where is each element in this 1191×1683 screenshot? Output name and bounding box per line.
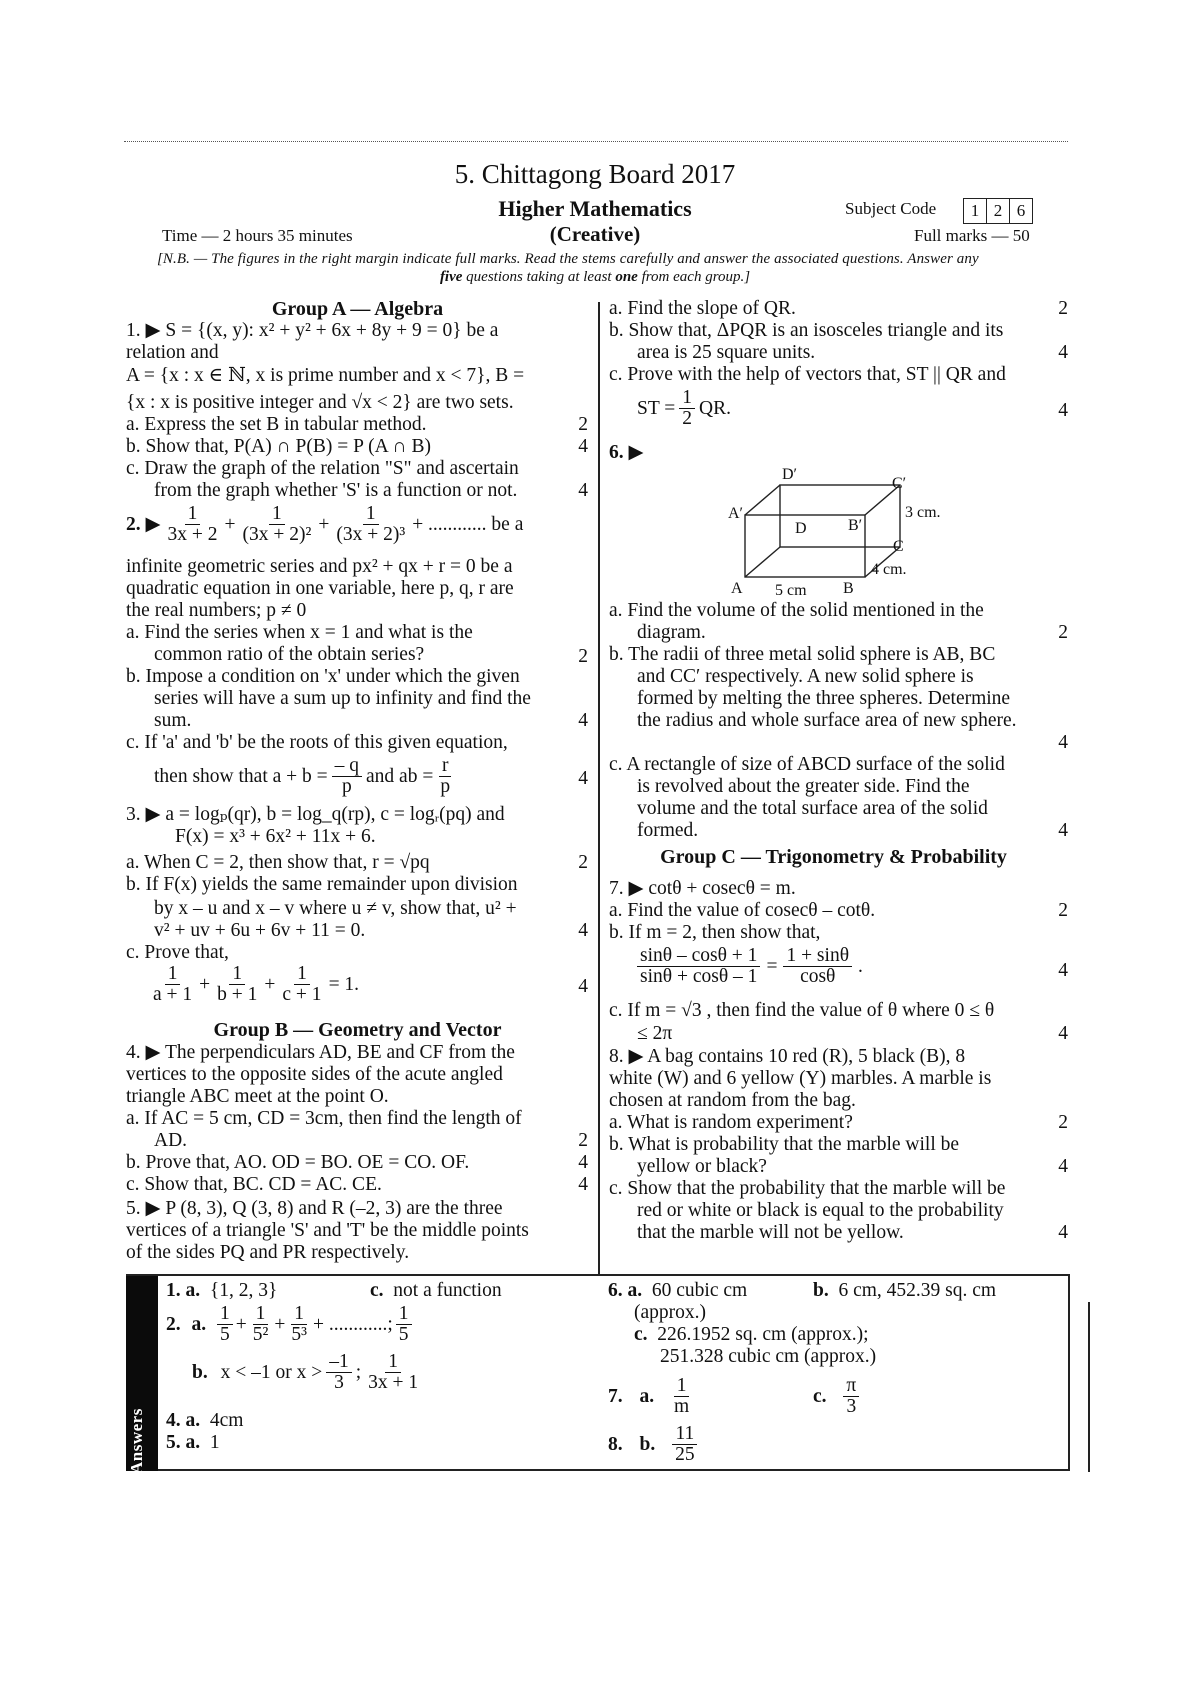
answer-row: c. 226.1952 sq. cm (approx.); xyxy=(634,1324,869,1345)
mark: 4 xyxy=(1058,1023,1068,1044)
q2-part-a: a. Find the series when x = 1 and what is the xyxy=(126,622,473,643)
q7-part-a: a. Find the value of cosecθ – cotθ. xyxy=(609,900,876,921)
series-tail: + ............ be a xyxy=(412,513,524,535)
answer-row: 7. a. $\frac{1}{m}$ xyxy=(608,1376,692,1417)
answer-row: (approx.) xyxy=(634,1302,707,1323)
vertex-label: A xyxy=(731,580,743,597)
subject-code-digit: 6 xyxy=(1016,201,1026,220)
q3-part-b: v² + uv + 6u + 6v + 11 = 0. xyxy=(154,920,366,941)
subject-code-digit: 1 xyxy=(964,199,987,223)
mark: 4 xyxy=(1058,1156,1068,1177)
q7-part-b: $\frac{\sin\theta - \cos\theta + 1}{\sin\theta + \cos\theta - 1}$ = $\frac{1 + \sin\theta}{\cos\theta}$ . xyxy=(637,946,863,987)
q5-stem: vertices of a triangle 'S' and 'T' be the middle points xyxy=(126,1220,529,1241)
mark: 2 xyxy=(578,852,588,873)
q5-part-b: area is 25 square units. xyxy=(637,342,816,363)
q1-stem: A = {x : x ∈ ℕ, x is prime number and x < 7}, B = xyxy=(126,365,525,386)
q2-part-b: sum. xyxy=(154,710,192,731)
mark: 2 xyxy=(578,1130,588,1151)
answers-right-border xyxy=(1068,1274,1070,1471)
q5-part-c: ST = $\frac{1}{2}$ QR. xyxy=(637,387,731,429)
subject-code-box xyxy=(963,198,1033,224)
q2-part-c: then show that a + b = $\frac{- q}{p}$ and ab = $\frac{r}{p}$ xyxy=(154,756,453,797)
answer-row: b. x < –1 or x > $\frac{-1}{3}$ ; $\frac{1}{3x + 1}$ xyxy=(192,1352,421,1393)
answer-row: 1. a. {1, 2, 3} xyxy=(166,1280,278,1301)
cuboid-figure xyxy=(720,470,940,598)
vertex-label: B xyxy=(843,580,854,597)
nb-five: five xyxy=(439,269,463,285)
vertex-label: D′ xyxy=(782,466,798,483)
fraction: $\frac{1}{5}$ xyxy=(396,1304,412,1345)
answer-row: c. not a function xyxy=(370,1280,502,1301)
fraction: $\frac{1}{c + 1}$ xyxy=(282,963,322,1005)
time-label: Time — 2 hours 35 minutes xyxy=(162,226,353,245)
series-term: $\frac{1}{3x + 2}$ xyxy=(167,503,218,545)
answer-row: 5. a. 1 xyxy=(166,1432,220,1453)
q6-label: 6. ▶ xyxy=(609,442,644,463)
answer-row: c. $\frac{\pi}{3}$ xyxy=(813,1376,859,1417)
fraction: $\frac{1 + \sin\theta}{\cos\theta}$ xyxy=(783,946,852,987)
q8-part-b: yellow or black? xyxy=(637,1156,767,1177)
mark: 2 xyxy=(1058,900,1068,921)
nb-text: questions taking at least xyxy=(462,269,616,285)
q2-part-a: common ratio of the obtain series? xyxy=(154,644,425,665)
vertex-label: B′ xyxy=(848,517,863,534)
mark: 4 xyxy=(578,920,588,941)
q4-part-c: c. Show that, BC. CD = AC. CE. xyxy=(126,1174,382,1195)
fraction: $\frac{\pi}{3}$ xyxy=(843,1376,859,1417)
q6-part-a: a. Find the volume of the solid mentioned in the xyxy=(609,600,984,621)
q1-part-c: from the graph whether 'S' is a function or not. xyxy=(154,480,518,501)
answers-top-border xyxy=(126,1274,1070,1276)
answer-row: 8. b. $\frac{11}{25}$ xyxy=(608,1424,698,1465)
nb-one: one xyxy=(615,269,638,285)
q7-part-b: b. If m = 2, then show that, xyxy=(609,922,821,943)
q1-stem: 1. ▶ S = {(x, y): x² + y² + 6x + 8y + 9 = 0} be a xyxy=(126,320,499,341)
q3-part-b: by x – u and x – v where u ≠ v, show that, u² + xyxy=(154,898,517,919)
q3-stem: F(x) = x³ + 6x² + 11x + 6. xyxy=(175,826,376,847)
q4-stem: vertices to the opposite sides of the acute angled xyxy=(126,1064,503,1085)
series-term: $\frac{1}{\text{(3x + 2)²}}$ xyxy=(242,503,312,545)
subject-code-digit: 2 xyxy=(987,199,1010,223)
fraction: $\frac{1}{\text{5³}}$ xyxy=(291,1303,307,1345)
mark: 4 xyxy=(578,480,588,501)
mark: 4 xyxy=(578,976,588,997)
fraction: $\frac{11}{25}$ xyxy=(672,1424,698,1465)
full-marks: Full marks — 50 xyxy=(914,226,1030,245)
length-label: 5 cm xyxy=(775,582,807,599)
q4-part-a: a. If AC = 5 cm, CD = 3cm, then find the length of xyxy=(126,1108,522,1129)
nb-text: from each group.] xyxy=(637,269,751,285)
q8-part-b: b. What is probability that the marble will be xyxy=(609,1134,960,1155)
q8-stem: chosen at random from the bag. xyxy=(609,1090,856,1111)
mark: 4 xyxy=(578,768,588,789)
q3-part-c: c. Prove that, xyxy=(126,942,229,963)
nb-line-2 xyxy=(395,268,795,286)
q4-stem: triangle ABC meet at the point O. xyxy=(126,1086,389,1107)
q2-part-c: c. If 'a' and 'b' be the roots of this given equation, xyxy=(126,732,508,753)
q8-part-a: a. What is random experiment? xyxy=(609,1112,853,1133)
q5-part-b: b. Show that, ΔPQR is an isosceles triangle and its xyxy=(609,320,1004,341)
group-a-heading: Group A — Algebra xyxy=(271,298,444,320)
fraction: $\frac{-1}{3}$ xyxy=(326,1352,352,1393)
mark: 4 xyxy=(1058,1222,1068,1243)
fraction: $\frac{\sin\theta - \cos\theta + 1}{\sin\theta + \cos\theta - 1}$ xyxy=(637,946,760,987)
mark: 2 xyxy=(578,414,588,435)
mark: 2 xyxy=(1058,1112,1068,1133)
answer-row: 2. a. $\frac{1}{5}$ + $\frac{1}{\text{5²}}$ + $\frac{1}{\text{5³}}$ + ............; $\frac{1}{5}$ xyxy=(166,1304,412,1345)
mark: 4 xyxy=(578,1174,588,1195)
mark: 4 xyxy=(578,1152,588,1173)
q5-stem: of the sides PQ and PR respectively. xyxy=(126,1242,410,1263)
answer-row: b. 6 cm, 452.39 sq. cm xyxy=(813,1280,997,1301)
fraction: $\frac{1}{b + 1}$ xyxy=(217,963,258,1005)
mark: 2 xyxy=(1058,622,1068,643)
q3-part-a: a. When C = 2, then show that, r = √pq xyxy=(126,852,430,873)
q6-part-c: volume and the total surface area of the solid xyxy=(637,798,988,819)
q6-part-b: and CC′ respectively. A new solid sphere is xyxy=(637,666,974,687)
mark: 4 xyxy=(578,710,588,731)
mark: 4 xyxy=(1058,400,1068,421)
q7-stem: 7. ▶ cotθ + cosecθ = m. xyxy=(609,878,796,899)
answer-row: 251.328 cubic cm (approx.) xyxy=(660,1346,877,1367)
answers-label: Answers xyxy=(127,1408,146,1474)
vertex-label: C′ xyxy=(892,475,907,492)
q1-stem: {x : x is positive integer and √x < 2} are two sets. xyxy=(126,392,514,413)
mark: 4 xyxy=(1058,732,1068,753)
mark: 4 xyxy=(1058,960,1068,981)
fraction: $\frac{1}{5}$ xyxy=(217,1304,233,1345)
answers-bottom-border xyxy=(126,1469,1070,1471)
answers-outer-right-rule xyxy=(1088,1302,1090,1472)
answer-row: 4. a. 4cm xyxy=(166,1410,244,1431)
q7-part-c: ≤ 2π xyxy=(637,1023,673,1044)
answer-row: 6. a. 60 cubic cm xyxy=(608,1280,748,1301)
paper-type: (Creative) xyxy=(549,222,641,246)
fraction: $\frac{1}{m}$ xyxy=(674,1375,690,1417)
q1-part-b: b. Show that, P(A) ∩ P(B) = P (A ∩ B) xyxy=(126,436,431,457)
fraction: $\frac{- q}{p}$ xyxy=(332,756,362,797)
q6-part-b: b. The radii of three metal solid sphere is AB, BC xyxy=(609,644,996,665)
q5-part-c: c. Prove with the help of vectors that, ST || QR and xyxy=(609,364,1006,385)
subject-code-label: Subject Code xyxy=(845,199,937,218)
q8-stem: 8. ▶ A bag contains 10 red (R), 5 black (B), 8 xyxy=(609,1046,966,1067)
q4-stem: 4. ▶ The perpendiculars AD, BE and CF from the xyxy=(126,1042,515,1063)
length-label: 4 cm. xyxy=(871,561,907,578)
q4-part-a: AD. xyxy=(154,1130,188,1151)
q8-part-c: that the marble will not be yellow. xyxy=(637,1222,904,1243)
q2-stem: the real numbers; p ≠ 0 xyxy=(126,600,307,621)
mark: 2 xyxy=(1058,298,1068,319)
length-label: 3 cm. xyxy=(905,504,941,521)
q6-part-c: is revolved about the greater side. Find the xyxy=(637,776,970,797)
q7-part-c: c. If m = √3 , then find the value of θ where 0 ≤ θ xyxy=(609,1000,995,1021)
q4-part-b: b. Prove that, AO. OD = BO. OE = CO. OF. xyxy=(126,1152,470,1173)
group-c-heading: Group C — Trigonometry & Probability xyxy=(660,846,1007,868)
page-title: 5. Chittagong Board 2017 xyxy=(454,159,736,189)
q2-part-b: b. Impose a condition on 'x' under which the given xyxy=(126,666,520,687)
q6-part-a: diagram. xyxy=(637,622,706,643)
q1-stem: relation and xyxy=(126,342,219,363)
column-divider xyxy=(598,302,600,1274)
q1-part-a: a. Express the set B in tabular method. xyxy=(126,414,427,435)
fraction: $\frac{1}{\text{5²}}$ xyxy=(252,1303,269,1345)
fraction: $\frac{1}{a + 1}$ xyxy=(153,963,193,1005)
mark: 4 xyxy=(1058,342,1068,363)
nb-line-1: [N.B. — The figures in the right margin indicate full marks. Read the stems carefully and answer the associated questions. Answer any xyxy=(157,251,979,267)
q3-stem: 3. ▶ a = logₚ(qr), b = log_q(rp), c = logᵣ(pq) and xyxy=(126,804,505,825)
q1-part-c: c. Draw the graph of the relation "S" and ascertain xyxy=(126,458,519,479)
q6-part-b: the radius and whole surface area of new sphere. xyxy=(637,710,1017,731)
mark: 4 xyxy=(578,436,588,457)
fraction: $\frac{1}{3x + 1}$ xyxy=(368,1351,419,1393)
fraction: $\frac{r}{p}$ xyxy=(440,755,451,797)
mark: 4 xyxy=(1058,820,1068,841)
q6-part-b: formed by melting the three spheres. Determine xyxy=(637,688,1011,709)
vertex-label: C xyxy=(893,538,904,555)
q8-stem: white (W) and 6 yellow (Y) marbles. A marble is xyxy=(609,1068,992,1089)
q2-series: 2. ▶ $\frac{1}{3x + 2}$ + $\frac{1}{\text{(3x + 2)²}}$ + $\frac{1}{\text{(3x + 2)³}}$ + ............ be a xyxy=(126,503,524,545)
q2-stem: infinite geometric series and px² + qx + r = 0 be a xyxy=(126,556,513,577)
fraction: $\frac{1}{2}$ xyxy=(679,388,695,429)
subject-title: Higher Mathematics xyxy=(498,196,692,221)
mark: 2 xyxy=(578,646,588,667)
q5-stem: 5. ▶ P (8, 3), Q (3, 8) and R (–2, 3) are the three xyxy=(126,1198,503,1219)
q2-label: 2. ▶ xyxy=(126,513,161,535)
vertex-label: A′ xyxy=(728,505,744,522)
q3-part-b: b. If F(x) yields the same remainder upon division xyxy=(126,874,518,895)
q8-part-c: red or white or black is equal to the probability xyxy=(637,1200,1004,1221)
series-term: $\frac{1}{\text{(3x + 2)³}}$ xyxy=(336,503,406,545)
q3-part-c: $\frac{1}{a + 1}$ + $\frac{1}{b + 1}$ + $\frac{1}{c + 1}$ = 1. xyxy=(150,964,359,1005)
q5-part-a: a. Find the slope of QR. xyxy=(609,298,796,319)
q2-stem: quadratic equation in one variable, here p, q, r are xyxy=(126,578,514,599)
q6-part-c: c. A rectangle of size of ABCD surface of the solid xyxy=(609,754,1005,775)
q6-part-c: formed. xyxy=(637,820,699,841)
vertex-label: D xyxy=(795,520,807,537)
q2-part-b: series will have a sum up to infinity and find the xyxy=(154,688,531,709)
answers-label-bar xyxy=(126,1276,158,1474)
q8-part-c: c. Show that the probability that the marble will be xyxy=(609,1178,1006,1199)
group-b-heading: Group B — Geometry and Vector xyxy=(213,1019,502,1041)
top-dotted-rule xyxy=(124,141,1068,142)
